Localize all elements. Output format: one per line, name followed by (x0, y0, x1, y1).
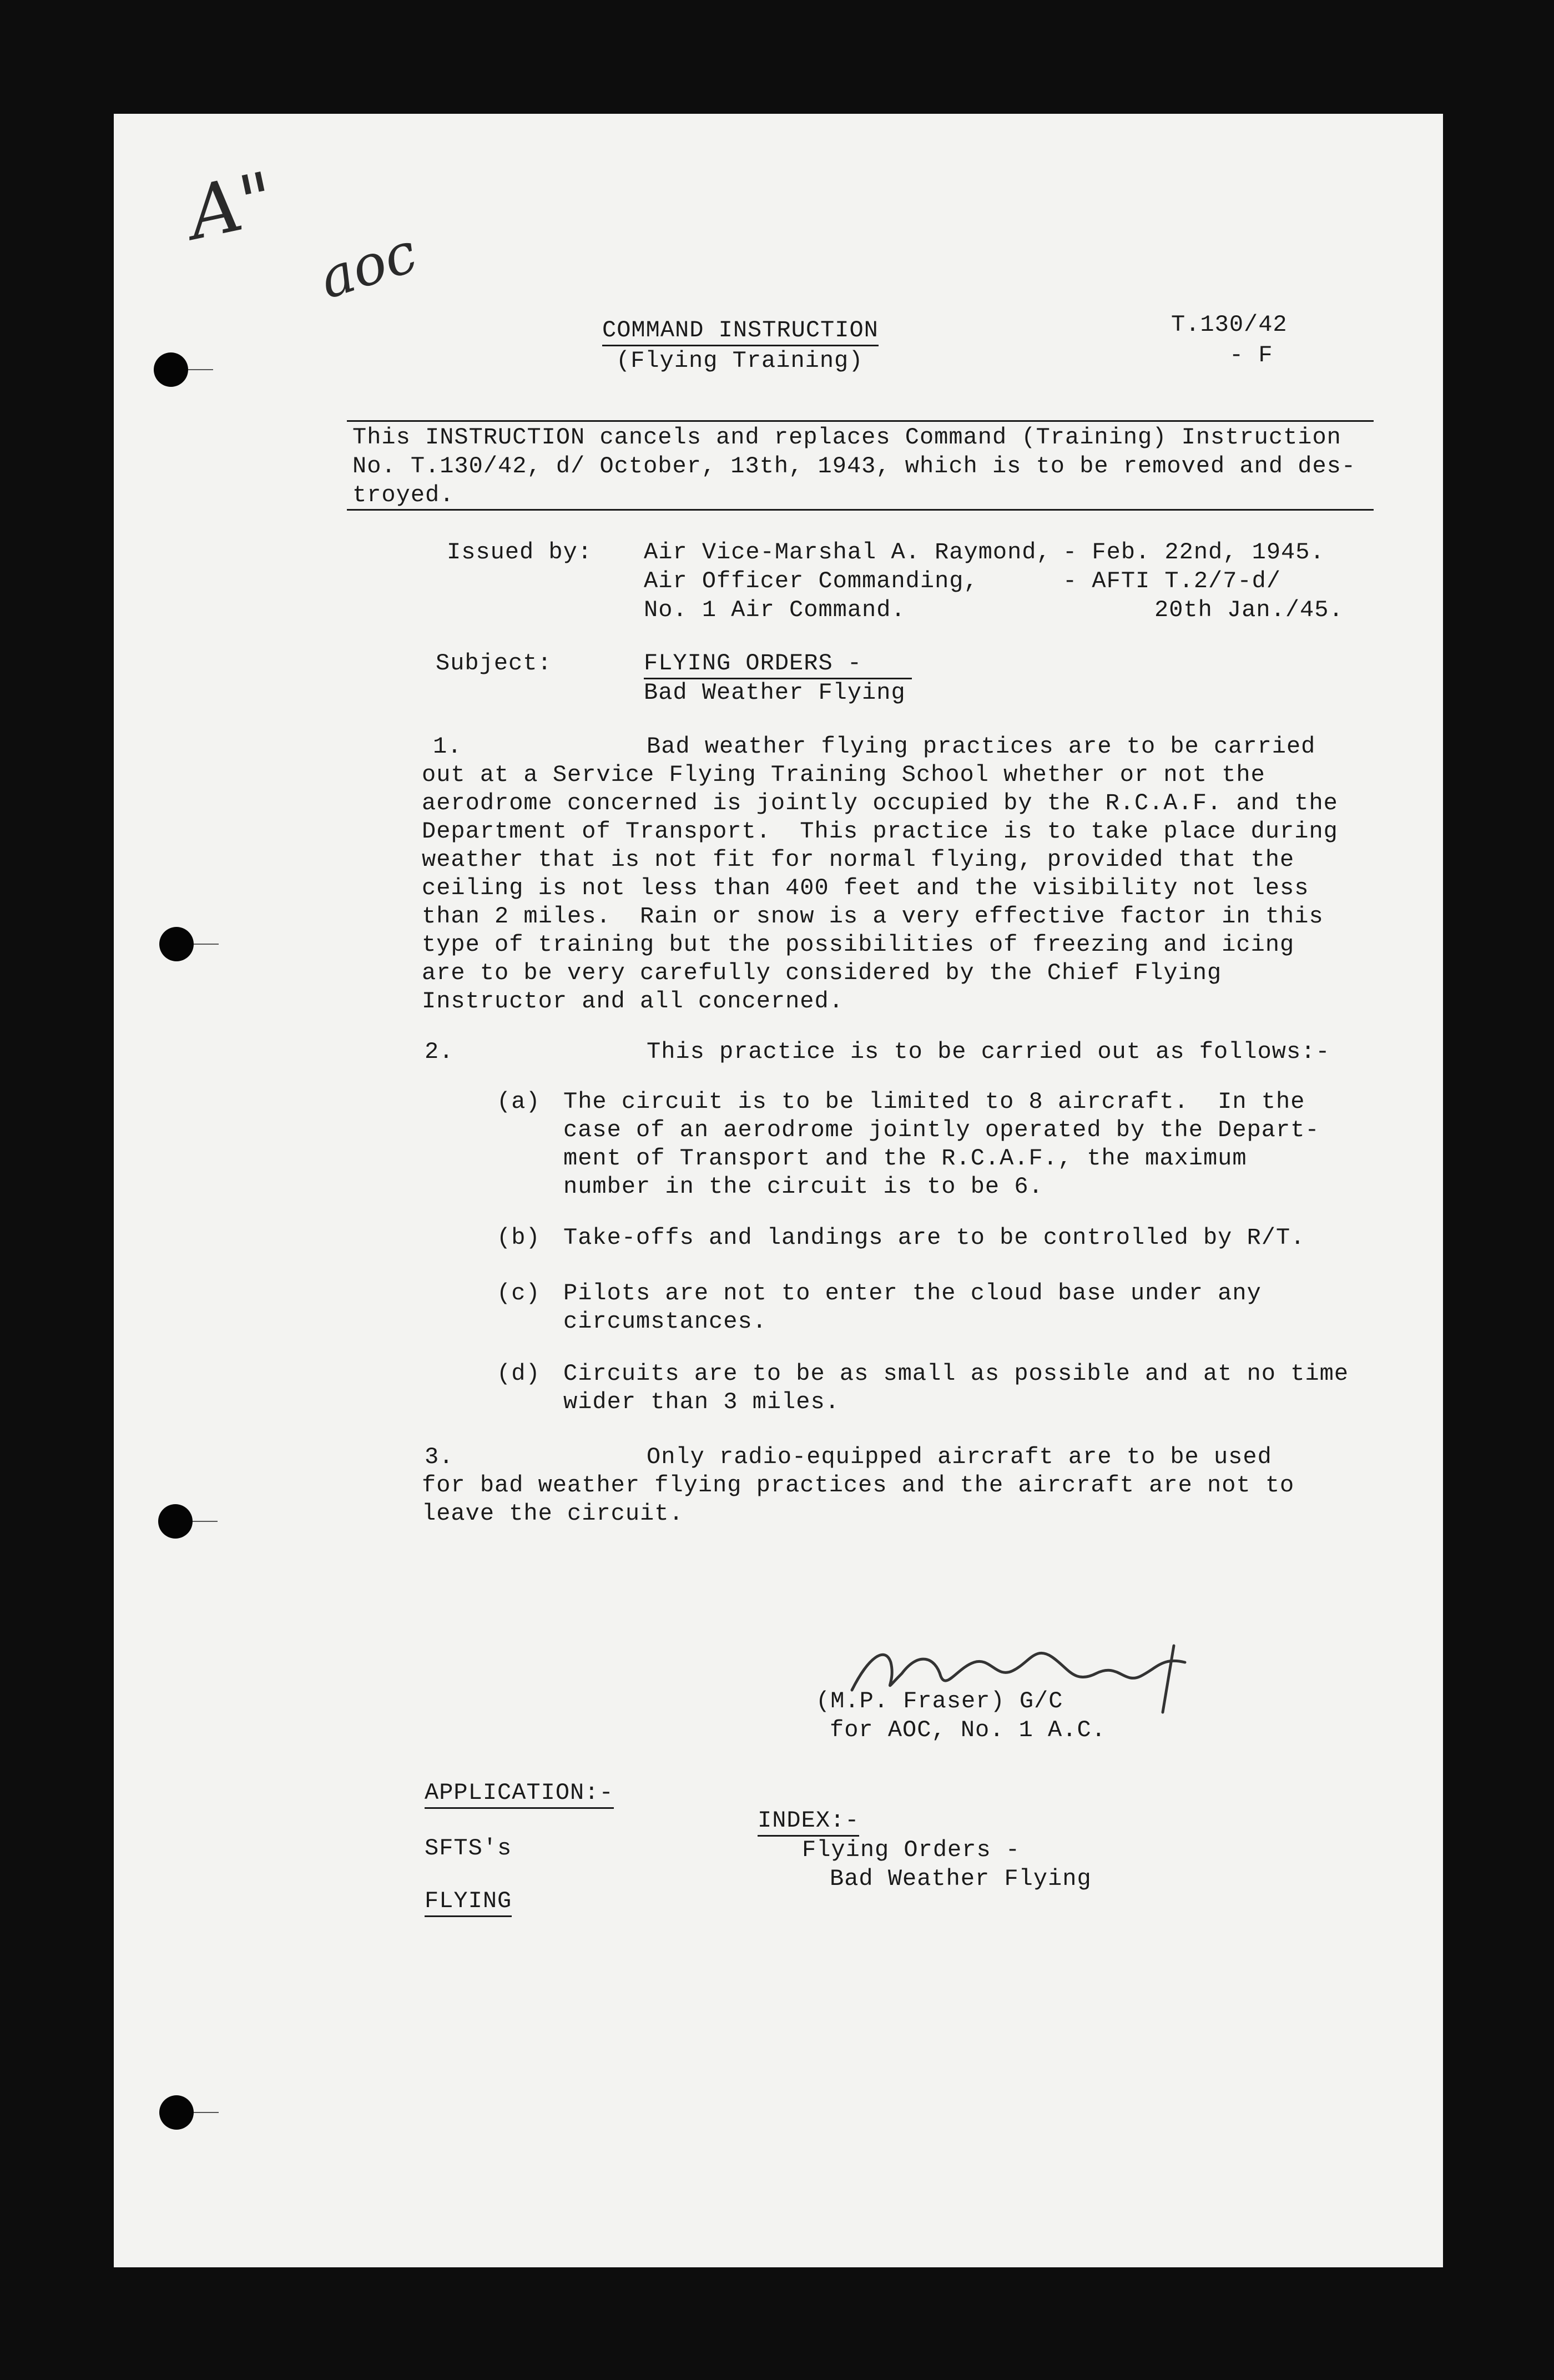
handwritten-mark-a: A" (180, 155, 282, 256)
punch-hole (159, 927, 194, 961)
subject-label: Subject: (436, 650, 552, 677)
item-label: (d) (497, 1360, 541, 1387)
item-label: (b) (497, 1224, 541, 1251)
subject-subtitle: Bad Weather Flying (644, 679, 906, 706)
item-c-line: Pilots are not to enter the cloud base under any (563, 1280, 1262, 1307)
paragraph-1-line: Department of Transport. This practice is to take place during (422, 818, 1338, 845)
item-label: (a) (497, 1088, 541, 1115)
application-label: APPLICATION:- (425, 1779, 614, 1809)
item-label: (c) (497, 1280, 541, 1307)
handwritten-mark-aoc: aoc (311, 219, 425, 312)
paragraph-3-line: leave the circuit. (422, 1500, 684, 1527)
issue-date: - Feb. 22nd, 1945. (1063, 539, 1325, 566)
reference-suffix: - F (1229, 342, 1273, 369)
punch-hole (154, 352, 188, 387)
application-item: FLYING (425, 1887, 512, 1917)
application-item: SFTS's (425, 1835, 512, 1862)
afti-reference: - AFTI T.2/7-d/ (1063, 568, 1281, 594)
issued-by-label: Issued by: (447, 539, 593, 566)
paragraph-1-line: out at a Service Flying Training School whether or not the (422, 762, 1265, 788)
notice-line: No. T.130/42, d/ October, 13th, 1943, which is to be removed and des- (352, 453, 1356, 480)
paragraph-3-line: for bad weather flying practices and the aircraft are not to (422, 1472, 1295, 1499)
document-page (114, 114, 1443, 2267)
index-line: Flying Orders - (802, 1837, 1021, 1863)
document-title: COMMAND INSTRUCTION (602, 316, 879, 346)
item-a-line: ment of Transport and the R.C.A.F., the maximum (563, 1145, 1247, 1172)
issuer-title: Air Officer Commanding, (644, 568, 978, 594)
signatory-for: for AOC, No. 1 A.C. (830, 1717, 1106, 1743)
paragraph-1-line: than 2 miles. Rain or snow is a very effective factor in this (422, 903, 1324, 930)
index-line: Bad Weather Flying (830, 1865, 1092, 1892)
paragraph-number: 1. (433, 733, 462, 760)
paragraph-1-line: weather that is not fit for normal flying, provided that the (422, 846, 1295, 873)
item-d-line: Circuits are to be as small as possible and at no time (563, 1360, 1349, 1387)
item-c-line: circumstances. (563, 1308, 767, 1335)
notice-line: troyed. (352, 482, 455, 508)
notice-bottom-rule (347, 509, 1374, 511)
item-b-line: Take-offs and landings are to be controlled by R/T. (563, 1224, 1305, 1251)
notice-line: This INSTRUCTION cancels and replaces Command (Training) Instruction (352, 424, 1341, 451)
paragraph-1-line: Bad weather flying practices are to be carried (647, 733, 1316, 760)
punch-hole (158, 1504, 193, 1539)
paragraph-number: 3. (425, 1444, 454, 1470)
afti-date: 20th Jan./45. (1154, 597, 1344, 623)
paragraph-number: 2. (425, 1038, 454, 1065)
signatory-name: (M.P. Fraser) G/C (816, 1688, 1063, 1715)
paragraph-1-line: Instructor and all concerned. (422, 988, 844, 1015)
paragraph-1-line: ceiling is not less than 400 feet and the visibility not less (422, 875, 1309, 901)
issuer-name: Air Vice-Marshal A. Raymond, (644, 539, 1051, 566)
item-a-line: The circuit is to be limited to 8 aircraft. In the (563, 1088, 1305, 1115)
paragraph-1-line: are to be very carefully considered by the Chief Flying (422, 960, 1222, 986)
paragraph-2-intro: This practice is to be carried out as follows:- (647, 1038, 1330, 1065)
paragraph-3-line: Only radio-equipped aircraft are to be used (647, 1444, 1272, 1470)
index-label: INDEX:- (758, 1807, 859, 1837)
paragraph-1-line: aerodrome concerned is jointly occupied by the R.C.A.F. and the (422, 790, 1338, 816)
reference-number: T.130/42 (1171, 311, 1288, 338)
notice-top-rule (347, 420, 1374, 422)
issuer-command: No. 1 Air Command. (644, 597, 906, 623)
document-subtitle: (Flying Training) (616, 347, 864, 374)
punch-hole (159, 2095, 194, 2130)
item-a-line: case of an aerodrome jointly operated by the Depart- (563, 1117, 1320, 1143)
item-a-line: number in the circuit is to be 6. (563, 1173, 1043, 1200)
subject-title: FLYING ORDERS - (644, 649, 912, 679)
paragraph-1-line: type of training but the possibilities of freezing and icing (422, 931, 1295, 958)
item-d-line: wider than 3 miles. (563, 1389, 840, 1415)
